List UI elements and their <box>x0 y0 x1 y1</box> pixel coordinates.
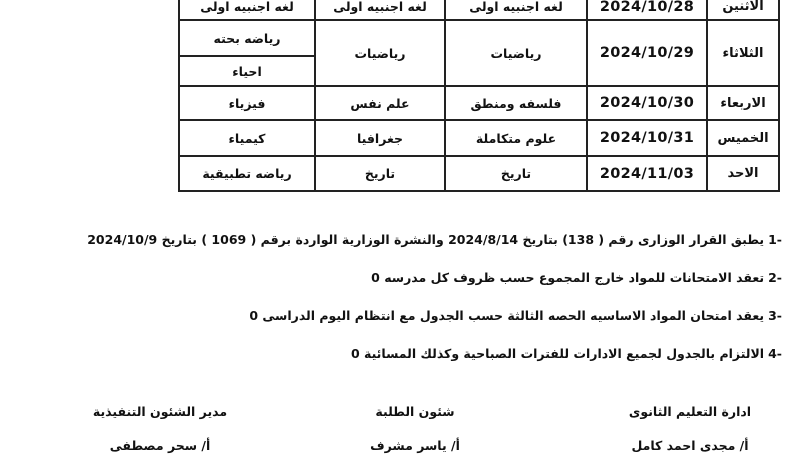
note-text: يطبق القرار الوزارى رقم ( 138) بتاريخ 2024/8/14 والنشرة الوزارية الواردة برقم ( 1069 ) بتاريخ 2024/10/9 <box>87 232 765 247</box>
subject-cell: لغه اجنبيه اولى <box>445 0 587 20</box>
notes-list <box>12 227 782 379</box>
date-cell: 2024/11/03 <box>587 156 707 191</box>
note-number: -4 <box>768 346 782 361</box>
subject-cell: تاريخ <box>315 156 445 191</box>
table-row <box>179 86 779 120</box>
table-row <box>179 156 779 191</box>
note-text: الالتزام بالجدول لجميع الادارات للفترات الصباحية وكذلك المسائية 0 <box>350 346 765 361</box>
subject-cell: رياضيات <box>445 20 587 86</box>
note-text: يعقد امتحان المواد الاساسيه الحصه الثالثة حسب الجدول مع انتظام اليوم الدراسى 0 <box>249 308 765 323</box>
day-cell: الثلاثاء <box>707 20 779 86</box>
day-cell: الاحد <box>707 156 779 191</box>
exam-schedule-table <box>178 0 780 192</box>
date-cell: 2024/10/29 <box>587 20 707 86</box>
subject-cell: علوم متكاملة <box>445 120 587 156</box>
table-row <box>179 20 779 56</box>
note-text: تعقد الامتحانات للمواد خارج المجموع حسب ظروف كل مدرسه 0 <box>371 270 765 285</box>
note-number: -1 <box>768 232 782 247</box>
signature-title: مدير الشئون التنفيذية <box>92 404 228 419</box>
signature-name: أ/ سحر مصطفى <box>109 438 211 453</box>
note-item <box>12 341 782 379</box>
day-cell: الاربعاء <box>707 86 779 120</box>
table-row <box>179 0 779 20</box>
signature-block-student-affairs <box>325 402 505 456</box>
subject-cell: لغه اجنبيه اولى <box>179 0 315 20</box>
subject-cell: رياضه تطبيقية <box>179 156 315 191</box>
note-item <box>12 303 782 341</box>
signature-block-executive-director <box>60 402 260 456</box>
day-cell: الاثنين <box>707 0 779 20</box>
signature-title: ادارة التعليم الثانوى <box>628 404 752 419</box>
subject-cell: احياء <box>179 56 315 86</box>
signature-title: شئون الطلبة <box>375 404 455 419</box>
date-cell: 2024/10/31 <box>587 120 707 156</box>
date-cell: 2024/10/28 <box>587 0 707 20</box>
subject-cell: كيمياء <box>179 120 315 156</box>
subject-cell: جغرافيا <box>315 120 445 156</box>
signature-name: أ/ مجدى احمد كامل <box>631 438 749 453</box>
note-number: -2 <box>768 270 782 285</box>
date-cell: 2024/10/30 <box>587 86 707 120</box>
table-row <box>179 120 779 156</box>
subject-cell: تاريخ <box>445 156 587 191</box>
subject-cell: لغه اجنبيه اولى <box>315 0 445 20</box>
subject-cell: فلسفه ومنطق <box>445 86 587 120</box>
day-cell: الخميس <box>707 120 779 156</box>
subject-cell: فيزياء <box>179 86 315 120</box>
note-number: -3 <box>768 308 782 323</box>
signature-name: أ/ ياسر مشرف <box>370 438 460 453</box>
note-item <box>12 265 782 303</box>
signature-block-secondary-education <box>590 402 790 456</box>
subject-cell: علم نفس <box>315 86 445 120</box>
note-item <box>12 227 782 265</box>
subject-cell: رياضيات <box>315 20 445 86</box>
subject-cell: رياضه بحته <box>179 20 315 56</box>
